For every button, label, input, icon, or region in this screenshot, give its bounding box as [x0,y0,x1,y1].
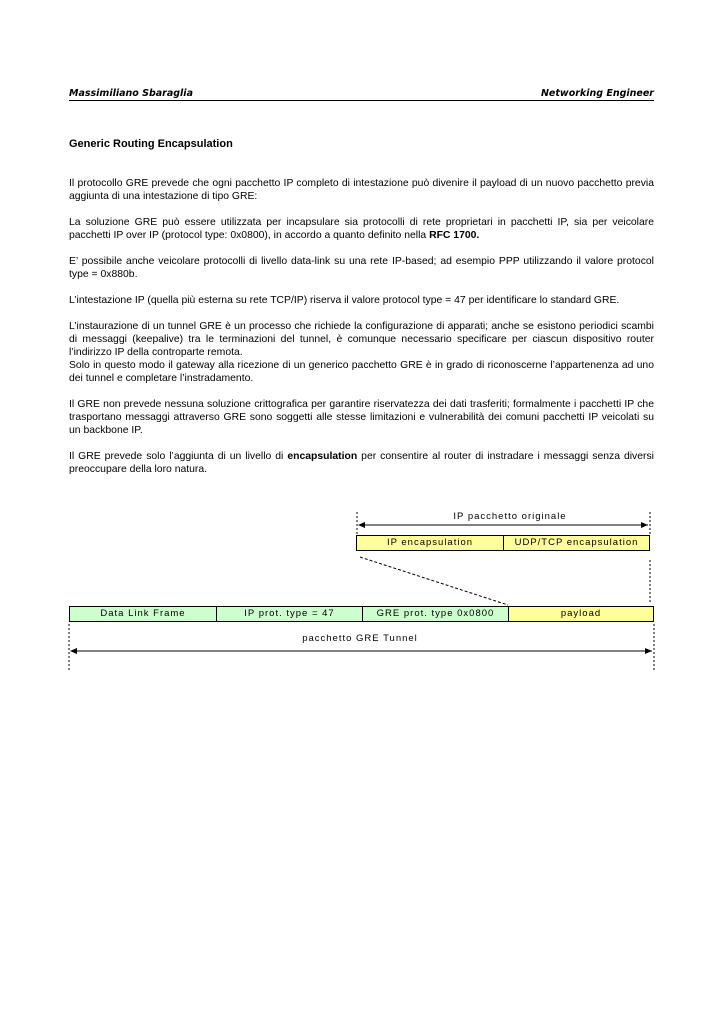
tunnel-packet-label: pacchetto GRE Tunnel [302,633,418,644]
document-body [69,177,654,489]
rfc-reference: RFC 1700. [429,230,480,241]
encapsulation-link-line [360,557,508,605]
paragraph-3: E’ possibile anche veicolare protocolli di livello data-link su una rete IP-based; ad esempio PPP utilizzando il valore protocol type = 0x880b. [69,256,654,280]
ip-encapsulation-box: IP encapsulation [356,535,504,551]
paragraph-4: L’intestazione IP (quella più esterna su rete TCP/IP) riserva il valore protocol type = 47 per identificare lo standard GRE. [69,295,620,306]
paragraph-2 [69,216,654,242]
gre-encapsulation-diagram [0,500,724,680]
paragraph-2-text: La soluzione GRE può essere utilizzata per incapsulare sia protocolli di rete proprietari in pacchetti IP, sia per veicolare pacchetti IP over IP (protocol type: 0x0800), in accordo a quanto definito nella [69,217,654,241]
paragraph-5a: L’instaurazione di un tunnel GRE è un processo che richiede la configurazione di apparati; anche se esistono periodici scambi di messaggi (keepalive) tra le terminazioni del tunnel, è comunque necessario specificare per ciascun dispositivo router l’indirizzo IP della controparte remota. [69,321,654,358]
encapsulation-keyword: encapsulation [287,451,358,462]
gre-prot-type-box: GRE prot. type 0x0800 [362,606,509,622]
paragraph-7-post: per consentire al router di instradare i messaggi senza diversi preoccupare della loro natura. [69,451,654,475]
ip-prot-type-box: IP prot. type = 47 [216,606,363,622]
page-header [69,88,654,101]
document-title: Generic Routing Encapsulation [69,138,233,150]
header-author: Massimiliano Sbaraglia [69,88,193,99]
udp-tcp-encapsulation-box: UDP/TCP encapsulation [503,535,650,551]
paragraph-1: Il protocollo GRE prevede che ogni pacchetto IP completo di intestazione può divenire il payload di un nuovo pacchetto previa aggiunta di una intestazione di tipo GRE: [69,178,654,202]
paragraph-7-pre: Il GRE prevede solo l’aggiunta di un livello di [69,451,288,462]
payload-box: payload [508,606,654,622]
paragraph-5b: Solo in questo modo il gateway alla ricezione di un generico pacchetto GRE è in grado di riconoscerne l’appartenenza ad uno dei tunnel e completare l’instradamento. [69,360,654,384]
paragraph-7 [69,450,654,476]
data-link-frame-box: Data Link Frame [69,606,217,622]
header-role: Networking Engineer [540,88,654,99]
diagram-lines [0,500,724,680]
paragraph-6: Il GRE non prevede nessuna soluzione crittografica per garantire riservatezza dei dati trasferiti; formalmente i pacchetti IP che trasportano messaggi attraverso GRE sono soggetti alle stesse limitazioni e vulnerabilità dei comuni pacchetti IP veicolati su un backbone IP. [69,399,654,436]
original-packet-label: IP pacchetto originale [453,511,567,522]
